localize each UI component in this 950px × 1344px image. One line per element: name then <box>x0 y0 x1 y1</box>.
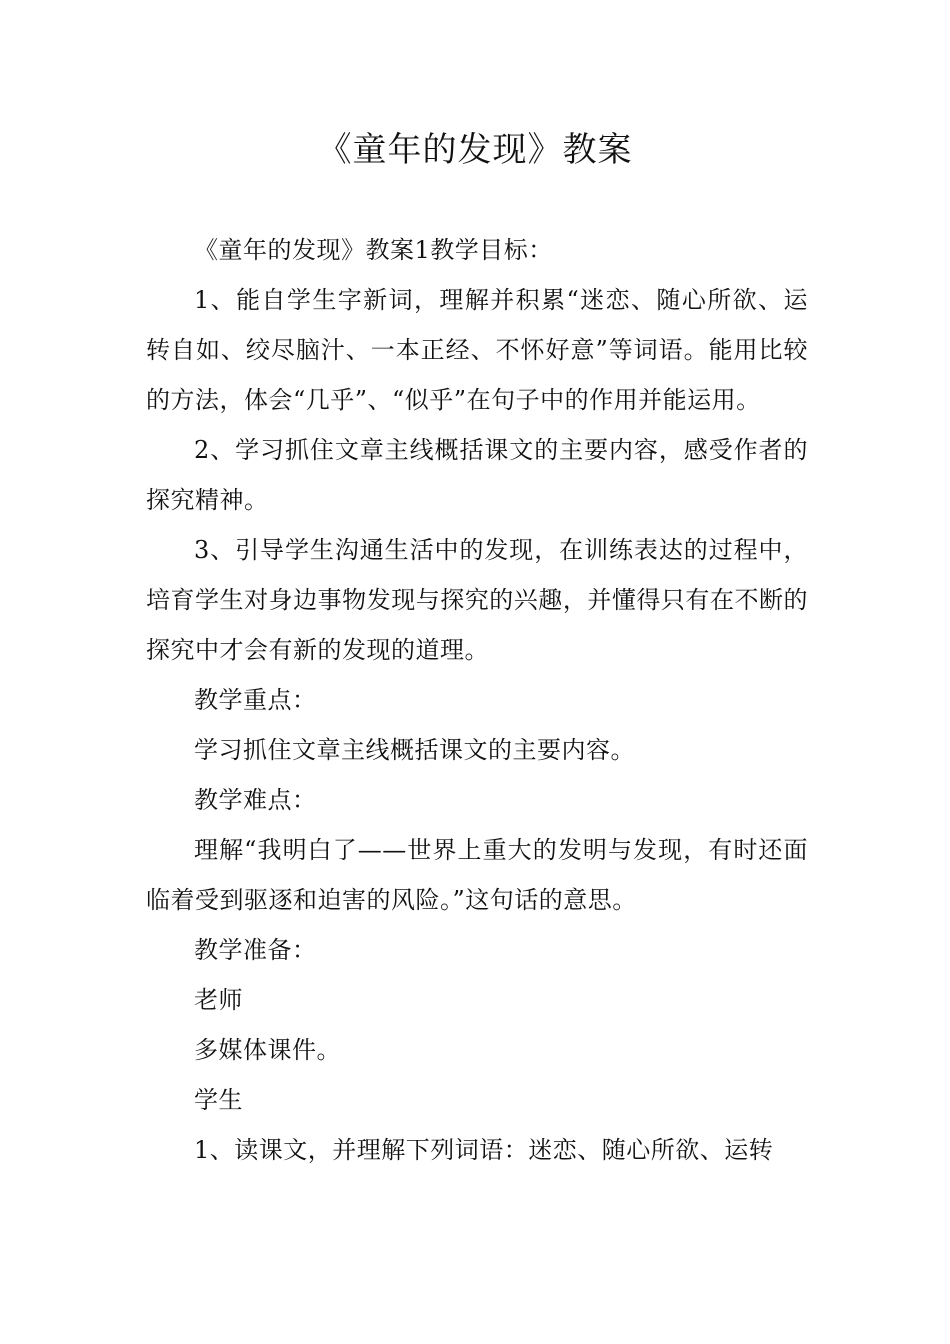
paragraph-multimedia: 多媒体课件。 <box>194 1036 341 1064</box>
paragraph-objective-2: 2、学习抓住文章主线概括课文的主要内容，感受作者的探究精神。 <box>146 436 808 514</box>
paragraph-key-points: 学习抓住文章主线概括课文的主要内容。 <box>194 736 635 764</box>
paragraph-teacher: 老师 <box>194 986 243 1014</box>
document-body <box>146 225 808 1175</box>
paragraph-difficulties: 理解“我明白了——世界上重大的发明与发现，有时还面临着受到驱逐和迫害的风险。”这句话的意思。 <box>146 836 808 914</box>
heading-preparation: 教学准备： <box>194 936 317 964</box>
paragraph-student: 学生 <box>194 1086 243 1114</box>
paragraph-objective-3: 3、引导学生沟通生活中的发现，在训练表达的过程中，培育学生对身边事物发现与探究的兴趣，并懂得只有在不断的探究中才会有新的发现的道理。 <box>146 536 808 664</box>
heading-difficulties: 教学难点： <box>194 786 317 814</box>
heading-key-points: 教学重点： <box>194 686 317 714</box>
document-title: 《童年的发现》教案 <box>317 130 633 170</box>
paragraph-intro-objectives: 《童年的发现》教案1教学目标： <box>194 236 553 264</box>
paragraph-student-task-1: 1、读课文，并理解下列词语：迷恋、随心所欲、运转 <box>194 1136 774 1164</box>
paragraph-objective-1: 1、能自学生字新词，理解并积累“迷恋、随心所欲、运转自如、绞尽脑汁、一本正经、不怀好意”等词语。能用比较的方法，体会“几乎”、“似乎”在句子中的作用并能运用。 <box>146 286 808 414</box>
